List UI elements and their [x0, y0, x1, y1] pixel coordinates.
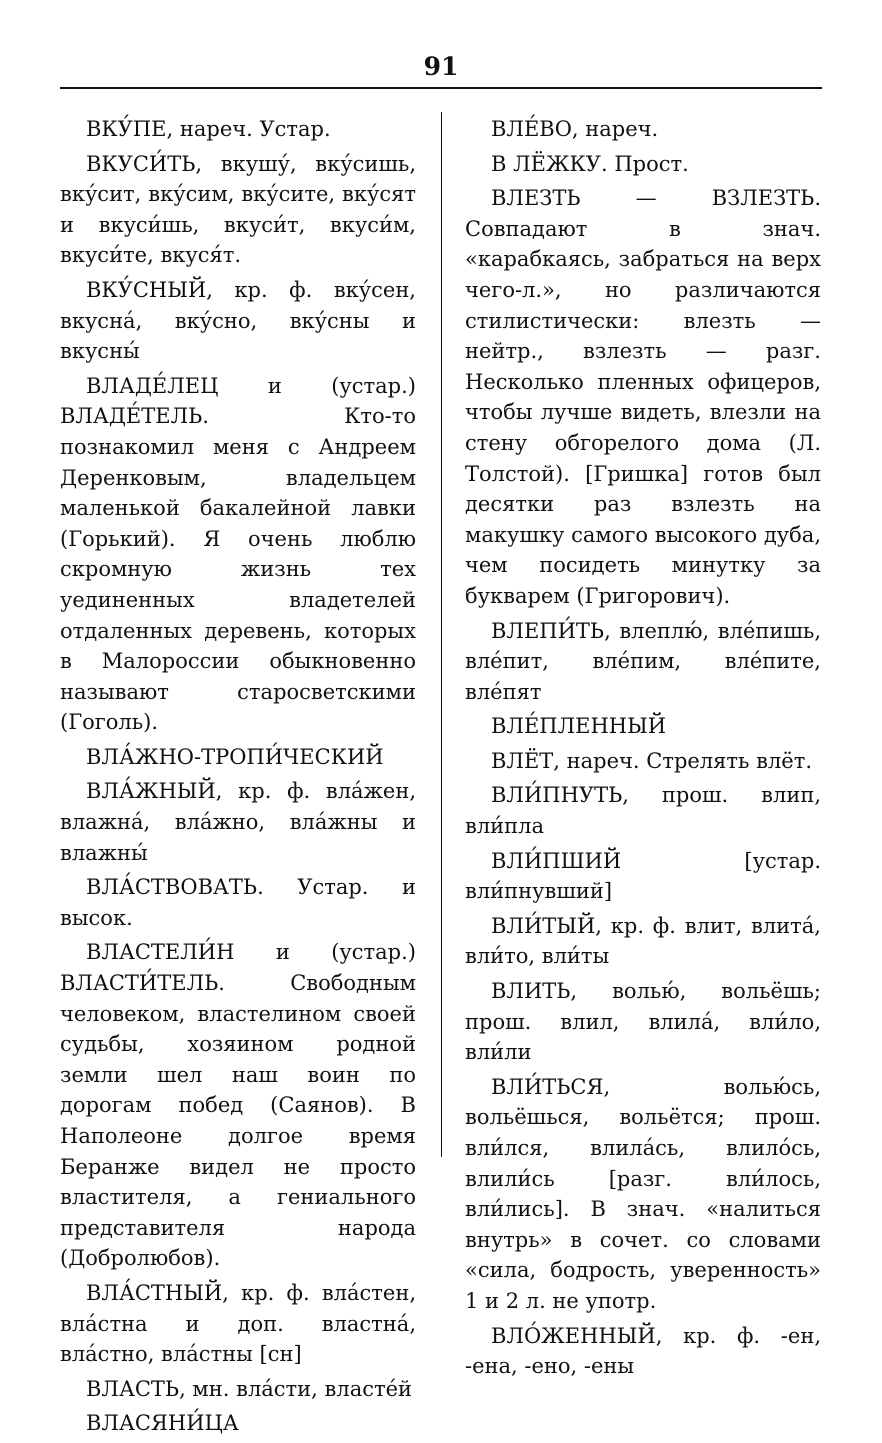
dictionary-entry: ВЛЕ́ПЛЕННЫЙ: [491, 714, 667, 739]
dictionary-entry: ВЛИ́ПНУТЬ, прош. влип, вли́пла: [465, 783, 821, 839]
dictionary-entry: ВЛА́ЖНЫЙ, кр. ф. вла́жен, влажна́, вла́жно, вла́жны и влажны́: [60, 779, 416, 865]
column-divider: [441, 112, 442, 1157]
dictionary-entry: ВКУСИ́ТЬ, вкушу́, вку́сишь, вку́сит, вку́сим, вку́сите, вку́сят и вкуси́шь, вкуси́т, вкуси́м, вкуси́те, вкуся́т.: [60, 151, 416, 268]
dictionary-entry: В ЛЁЖКУ. Прост.: [491, 151, 689, 176]
dictionary-entry: ВЛА́ЖНО-ТРОПИ́ЧЕСКИЙ: [86, 744, 384, 769]
right-column: [465, 114, 821, 1386]
dictionary-entry: ВЛИ́ТЬСЯ, волью́сь, вольёшься, вольётся; прош. вли́лся, влила́сь, влило́сь, влили́сь [разг. вли́лось, вли́лись]. В знач. «налиться внутрь» в сочет. со словами «сила, бодрость, уверенность» 1 и 2 л. не употр.: [465, 1074, 821, 1313]
dictionary-entry: ВКУ́ПЕ, нареч. Устар.: [86, 117, 331, 141]
dictionary-entry: ВЛА́СТВОВАТЬ. Устар. и высок.: [60, 875, 416, 930]
dictionary-entry: ВЛАСТЬ, мн. вла́сти, власте́й: [86, 1376, 413, 1401]
dictionary-entry: ВЛЕЗТЬ — ВЗЛЕЗТЬ. Совпадают в знач. «карабкаясь, забраться на верх чего-л.», но различаются стилистически: влезть — нейтр., взлезть — разг. Несколько пленных офицеров, чтобы лучше видеть, влезли на стену обгорелого дома (Л. Толстой). [Гришка] готов был десятки раз взлезть на макушку самого высокого дуба, чем посидеть минутку за букварем (Григорович).: [465, 186, 821, 608]
dictionary-entry: ВЛИ́ПШИЙ [устар. вли́пнувший]: [465, 848, 821, 904]
dictionary-entry: ВЛЁТ, нареч. Стрелять влёт.: [491, 748, 813, 773]
header-rule: [60, 87, 822, 89]
dictionary-entry: ВКУ́СНЫЙ, кр. ф. вку́сен, вкусна́, вку́сно, вку́сны и вкусны́: [60, 277, 416, 364]
dictionary-entry: ВЛИ́ТЫЙ, кр. ф. влит, влита́, вли́то, вли́ты: [465, 913, 821, 969]
dictionary-entry: ВЛЕ́ВО, нареч.: [491, 117, 659, 141]
dictionary-entry: ВЛАСТЕЛИ́Н и (устар.) ВЛАСТИ́ТЕЛЬ. Свободным человеком, властелином своей судьбы, хозяином родной земли шел наш воин по дорогам побед (Саянов). В Наполеоне долгое время Беранже видел не просто властителя, а гениального представителя народа (Добролюбов).: [60, 940, 416, 1271]
dictionary-entry: ВЛЕПИ́ТЬ, влеплю́, вле́пишь, вле́пит, вле́пим, вле́пите, вле́пят: [465, 618, 821, 704]
dictionary-entry: ВЛАДЕ́ЛЕЦ и (устар.) ВЛАДЕ́ТЕЛЬ. Кто-то познакомил меня с Андреем Деренковым, владельцем маленькой бакалейной лавки (Горький). Я очень люблю скромную жизнь тех уединенных владетелей отдаленных деревень, которых в Малороссии обыкновенно называют старосветскими (Гоголь).: [60, 373, 416, 735]
dictionary-entry: ВЛАСЯНИ́ЦА: [86, 1411, 239, 1436]
dictionary-entry: ВЛО́ЖЕННЫЙ, кр. ф. -ен, -ена, -ено, -ены: [465, 1323, 821, 1379]
left-column: [60, 114, 416, 1443]
page-number: 91: [423, 52, 459, 81]
dictionary-entry: ВЛА́СТНЫЙ, кр. ф. вла́стен, вла́стна и доп. властна́, вла́стно, вла́стны [сн]: [60, 1280, 416, 1367]
dictionary-entry: ВЛИТЬ, волью́, вольёшь; прош. влил, влила́, вли́ло, вли́ли: [465, 979, 821, 1065]
